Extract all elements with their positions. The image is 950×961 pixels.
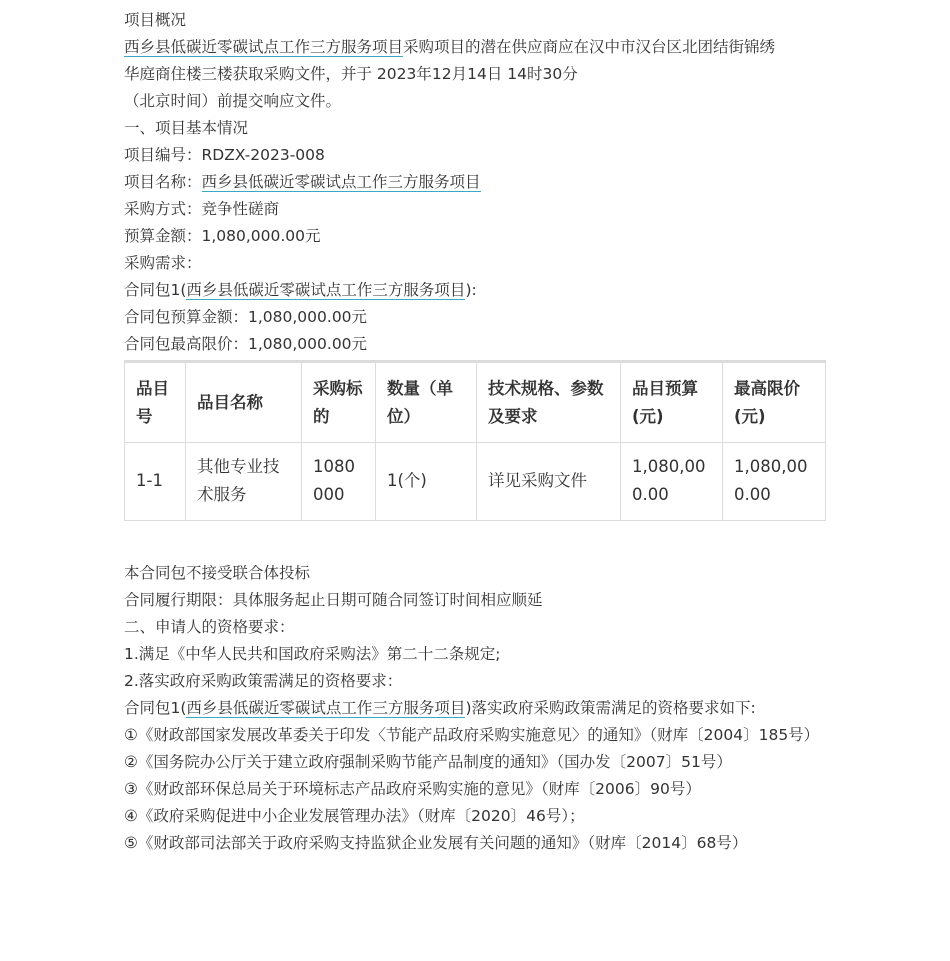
- overview-heading: 项目概况: [124, 11, 187, 29]
- table-cell: 详见采购文件: [477, 443, 621, 521]
- project-name-link[interactable]: 西乡县低碳近零碳试点工作三方服务项目: [186, 699, 466, 717]
- package1-policy-suffix: )落实政府采购政策需满足的资格要求如下:: [465, 699, 756, 717]
- table-header-row: [125, 362, 826, 443]
- overview-intro-line3: （北京时间）前提交响应文件。: [124, 92, 342, 110]
- table-cell: 1,080,000.00: [621, 443, 723, 521]
- qualification-item-2: 2.落实政府采购政策需满足的资格要求：: [124, 672, 403, 690]
- overview-intro-line1: [124, 34, 826, 61]
- items-table: [124, 360, 826, 521]
- policy-item: ③《财政部环保总局关于环境标志产品政府采购实施的意见》（财库〔2006〕90号）: [124, 780, 701, 798]
- policy-item: ④《政府采购促进中小企业发展管理办法》（财库〔2020〕46号）；: [124, 807, 585, 825]
- table-header-cell: 最高限价(元): [723, 362, 826, 443]
- table-header-cell: 品目号: [125, 362, 186, 443]
- package1-prefix: 合同包1(: [124, 281, 187, 299]
- package1-policy-row: [124, 695, 826, 722]
- section2-heading: 二、申请人的资格要求：: [124, 618, 295, 636]
- table-header-cell: 采购标的: [302, 362, 376, 443]
- policy-item: ⑤《财政部司法部关于政府采购支持监狱企业发展有关问题的通知》（财库〔2014〕68号）: [124, 834, 748, 852]
- package-max-price: 合同包最高限价：1,080,000.00元: [124, 335, 368, 353]
- project-name-link[interactable]: 西乡县低碳近零碳试点工作三方服务项目: [201, 173, 481, 191]
- performance-period: 合同履行期限：具体服务起止日期可随合同签订时间相应顺延: [124, 591, 543, 609]
- policy-item: ②《国务院办公厅关于建立政府强制采购节能产品制度的通知》（国办发〔2007〕51号）: [124, 753, 732, 771]
- table-header-cell: 品目名称: [186, 362, 302, 443]
- table-cell: 1-1: [125, 443, 186, 521]
- project-name-link[interactable]: 西乡县低碳近零碳试点工作三方服务项目: [124, 38, 404, 56]
- package1-prefix: 合同包1(: [124, 699, 187, 717]
- package1-suffix: ):: [465, 281, 477, 299]
- overview-intro-line2: 华庭商住楼三楼获取采购文件，并于 2023年12月14日 14时30分: [124, 65, 578, 83]
- section1-heading: 一、项目基本情况: [124, 119, 249, 137]
- no-consortium-note: 本合同包不接受联合体投标: [124, 564, 311, 582]
- overview-intro-text: 采购项目的潜在供应商应在汉中市汉台区北团结街锦绣: [403, 38, 776, 56]
- procurement-method: 采购方式：竞争性磋商: [124, 200, 280, 218]
- package-budget: 合同包预算金额：1,080,000.00元: [124, 308, 368, 326]
- table-header-cell: 数量（单位）: [376, 362, 477, 443]
- project-name-label: 项目名称：: [124, 173, 202, 191]
- package1-row: [124, 277, 826, 304]
- table-header-cell: 品目预算(元): [621, 362, 723, 443]
- table-cell: 1,080,000.00: [723, 443, 826, 521]
- qualification-item-1: 1.满足《中华人民共和国政府采购法》第二十二条规定;: [124, 645, 501, 663]
- project-number: 项目编号：RDZX-2023-008: [124, 146, 325, 164]
- spacer: [124, 521, 826, 560]
- table-cell: 1080000: [302, 443, 376, 521]
- table-cell: 其他专业技术服务: [186, 443, 302, 521]
- table-header-cell: 技术规格、参数及要求: [477, 362, 621, 443]
- procurement-requirement-label: 采购需求：: [124, 254, 202, 272]
- project-name-link[interactable]: 西乡县低碳近零碳试点工作三方服务项目: [186, 281, 466, 299]
- policy-item: ①《财政部国家发展改革委关于印发〈节能产品政府采购实施意见〉的通知》（财库〔2004〕185号）: [124, 726, 820, 744]
- table-cell: 1(个): [376, 443, 477, 521]
- budget-amount: 预算金额：1,080,000.00元: [124, 227, 321, 245]
- project-name-row: [124, 169, 826, 196]
- announcement-body: [124, 0, 826, 857]
- table-row: [125, 443, 826, 521]
